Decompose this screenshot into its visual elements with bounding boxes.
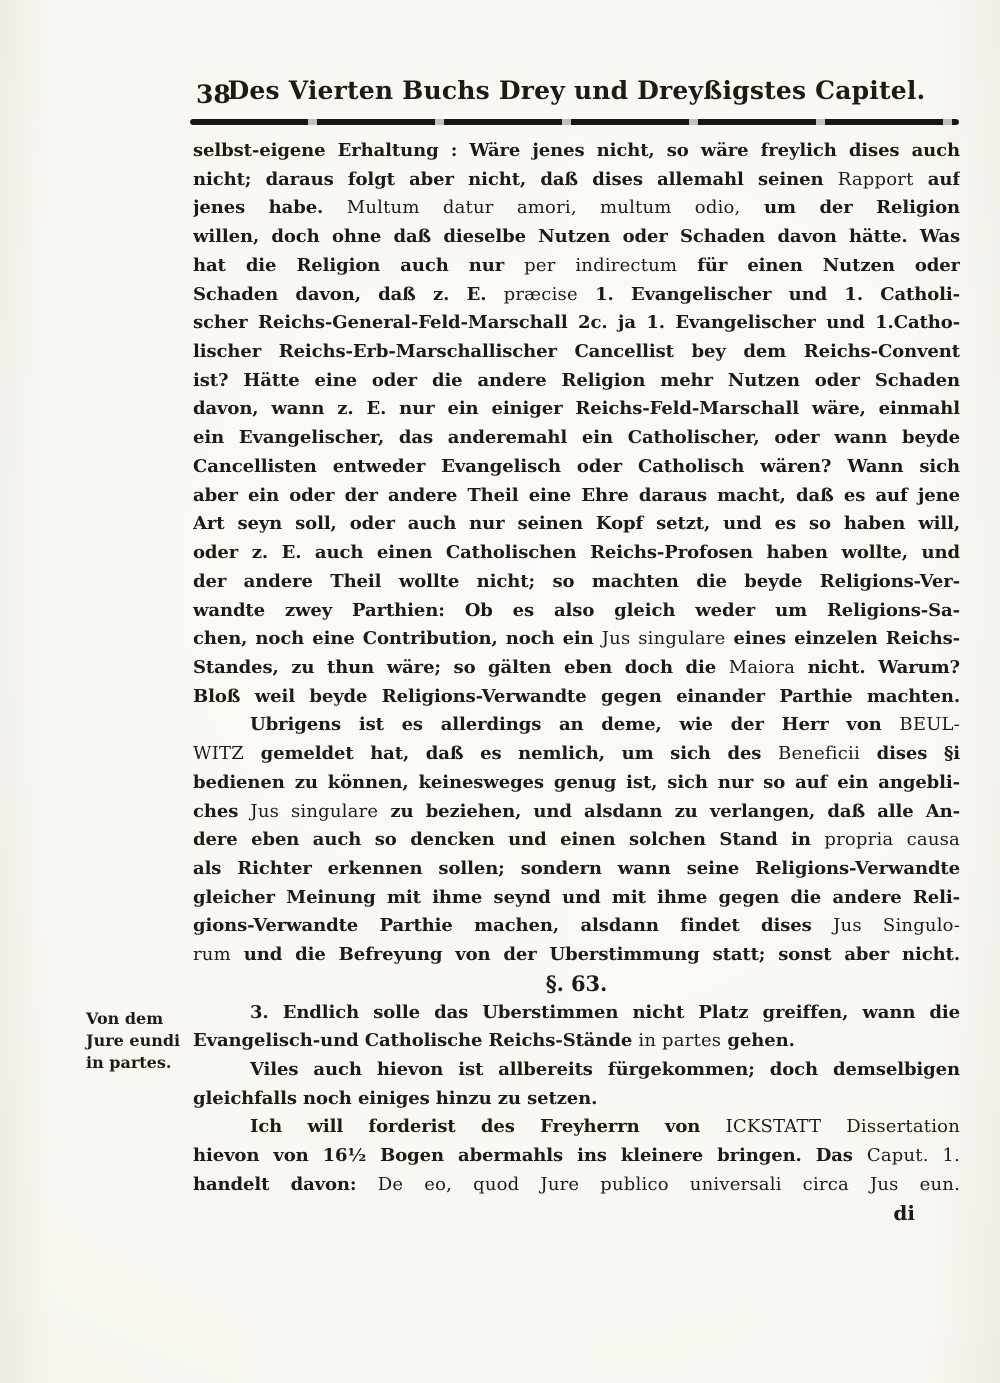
- text-line: Standes, zu thun wäre; so gälten eben doch die Maiora nicht. Warum?: [193, 656, 960, 678]
- text-line: Ubrigens ist es allerdings an deme, wie der Herr von BEUL-: [250, 714, 960, 736]
- text-line: aber ein oder der andere Theil eine Ehre daraus macht, daß es auf jene: [193, 484, 960, 506]
- text-line: Bloß weil beyde Religions-Verwandte gegen einander Parthie machten.: [193, 685, 960, 707]
- page-number: 38: [196, 80, 231, 109]
- text-line: oder z. E. auch einen Catholischen Reichs-Profosen haben wollte, und: [193, 542, 960, 564]
- text-line: der andere Theil wollte nicht; so machten die beyde Religions-Ver-: [193, 570, 960, 592]
- text-line: handelt davon: De eo, quod Jure publico universali circa Jus eun.: [193, 1173, 960, 1195]
- text-line: WITZ gemeldet hat, daß es nemlich, um sich des Beneficii dises §i: [193, 743, 960, 765]
- text-line: willen, doch ohne daß dieselbe Nutzen oder Schaden davon hätte. Was: [193, 226, 960, 248]
- text-line: davon, wann z. E. nur ein einiger Reichs-Feld-Marschall wäre, einmahl: [193, 398, 960, 420]
- text-line: dere eben auch so dencken und einen solchen Stand in propria causa: [193, 829, 960, 851]
- text-line: jenes habe. Multum datur amori, multum odio, um der Religion: [193, 197, 960, 219]
- margin-note-line: Von dem: [86, 1009, 164, 1028]
- text-line: Cancellisten entweder Evangelisch oder Catholisch wären? Wann sich: [193, 455, 960, 477]
- header-rule: [190, 119, 959, 125]
- text-line: ist? Hätte eine oder die andere Religion mehr Nutzen oder Schaden: [193, 369, 960, 391]
- margin-note-line: Jure eundi: [86, 1031, 181, 1050]
- catchword: di: [893, 1201, 915, 1225]
- running-header: Des Vierten Buchs Drey und Dreyßigstes Capitel.: [227, 76, 926, 105]
- text-line: bedienen zu können, keinesweges genug ist, sich nur so auf ein angebli-: [193, 771, 960, 793]
- text-line: lischer Reichs-Erb-Marschallischer Cancellist bey dem Reichs-Convent: [193, 341, 960, 363]
- text-line: Evangelisch-und Catholische Reichs-Stände in partes gehen.: [193, 1030, 795, 1052]
- text-line: Ich will forderist des Freyherrn von ICKSTATT Dissertation: [250, 1116, 960, 1138]
- text-line: nicht; daraus folgt aber nicht, daß dises allemahl seinen Rapport auf: [193, 168, 960, 190]
- margin-note-line: in partes.: [86, 1053, 172, 1072]
- text-line: ches Jus singulare zu beziehen, und alsdann zu verlangen, daß alle An-: [193, 800, 960, 822]
- text-line: rum und die Befreyung von der Uberstimmung statt; sonst aber nicht.: [193, 944, 960, 966]
- text-line: gleichfalls noch einiges hinzu zu setzen.: [193, 1087, 598, 1109]
- text-line: gleicher Meinung mit ihme seynd und mit ihme gegen die andere Reli-: [193, 886, 960, 908]
- text-line: chen, noch eine Contribution, noch ein Jus singulare eines einzelen Reichs-: [193, 628, 960, 650]
- text-line: 3. Endlich solle das Uberstimmen nicht Platz greiffen, wann die: [250, 1001, 960, 1023]
- text-line: hievon von 16½ Bogen abermahls ins kleinere bringen. Das Caput. 1.: [193, 1145, 960, 1167]
- text-line: Schaden davon, daß z. E. præcise 1. Evangelischer und 1. Catholi-: [193, 283, 960, 305]
- text-line: Viles auch hievon ist allbereits fürgekommen; doch demselbigen: [250, 1059, 960, 1080]
- text-line: hat die Religion auch nur per indirectum für einen Nutzen oder: [193, 254, 960, 276]
- margin-note: [86, 1008, 191, 1074]
- section-heading: §. 63.: [545, 970, 608, 996]
- text-line: selbst-eigene Erhaltung : Wäre jenes nicht, so wäre freylich dises auch: [193, 140, 960, 161]
- text-line: wandte zwey Parthien: Ob es also gleich weder um Religions-Sa-: [193, 599, 960, 621]
- text-column: [193, 137, 960, 1200]
- text-line: ein Evangelischer, das anderemahl ein Catholischer, oder wann beyde: [193, 427, 960, 449]
- text-line: als Richter erkennen sollen; sondern wann seine Religions-Verwandte: [193, 857, 960, 879]
- catchword-row: [193, 1201, 915, 1225]
- text-line: gions-Verwandte Parthie machen, alsdann findet dises Jus Singulo-: [193, 915, 960, 937]
- text-line: scher Reichs-General-Feld-Marschall 2c. ja 1. Evangelischer und 1.Catho-: [193, 312, 960, 334]
- text-line: Art seyn soll, oder auch nur seinen Kopf setzt, und es so haben will,: [193, 513, 960, 535]
